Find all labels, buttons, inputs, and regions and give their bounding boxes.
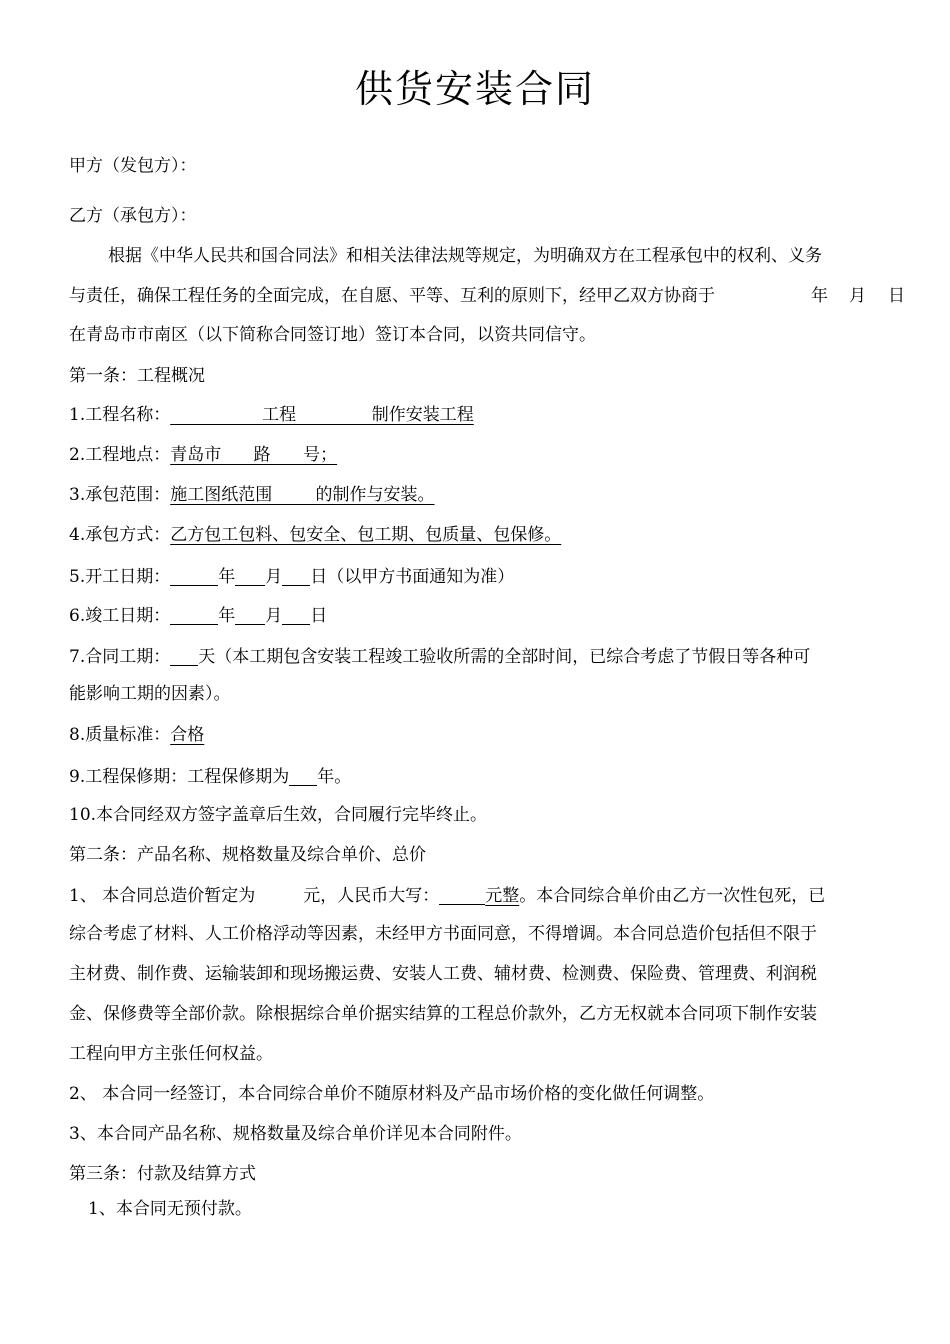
article-2-heading: 第二条：产品名称、规格数量及综合单价、总价 (69, 845, 426, 865)
article-3-p1: 1、本合同无预付款。 (88, 1199, 252, 1219)
day-blank (282, 567, 310, 586)
preamble-line-2 (69, 288, 905, 305)
month-blank (235, 567, 265, 586)
document-title: 供货安装合同 (354, 67, 595, 111)
item-3-scope (69, 487, 434, 504)
item-4-contract-mode (69, 527, 561, 544)
item-8-quality-standard (69, 727, 204, 744)
item-2-project-location (69, 447, 337, 464)
article-2-p1-line-4: 金、保修费等全部价款。除根据综合单价据实结算的工程总价款外，乙方无权就本合同项下制作安装 (69, 1004, 817, 1024)
item-5-year: 年 (218, 567, 236, 587)
item-5-month: 月 (265, 567, 283, 587)
article-2-p1-line-5: 工程向甲方主张任何权益。 (69, 1044, 273, 1064)
item-6-label: 6.竣工日期： (69, 606, 171, 626)
days-blank (170, 647, 198, 666)
article-2-p1-line-3: 主材费、制作费、运输装卸和现场搬运费、安装人工费、辅材费、检测费、保险费、管理费、利润税 (69, 964, 817, 984)
item-2-label: 2.工程地点： (69, 445, 171, 465)
item-7-line-1: 天（本工期包含安装工程竣工验收所需的全部时间，已综合考虑了节假日等各种可 (198, 647, 811, 667)
item-7-contract-period (69, 647, 810, 666)
article-2-p1-line-1-tail: 。本合同综合单价由乙方一次性包死，已 (519, 886, 826, 906)
preamble-month: 月 (849, 286, 866, 306)
item-5-start-date (69, 567, 514, 586)
item-7-label: 7.合同工期： (69, 647, 171, 667)
item-9-suffix: 年。 (317, 767, 352, 787)
preamble-line-1: 根据《中华人民共和国合同法》和相关法律法规等规定，为明确双方在工程承包中的权利、义务 (108, 246, 822, 266)
item-4-value: 乙方包工包料、包安全、包工期、包质量、包保修。 (170, 525, 562, 545)
article-2-p2: 2、 本合同一经签订，本合同综合单价不随原材料及产品市场价格的变化做任何调整。 (69, 1084, 715, 1104)
party-b-line: 乙方（承包方）： (69, 206, 197, 226)
article-2-p1-line-1 (69, 886, 905, 905)
item-1-project-name (69, 407, 474, 424)
item-2-value: 青岛市 路 号； (170, 445, 338, 465)
year-blank (170, 606, 218, 625)
total-price-prefix: 1、 本合同总造价暂定为 (69, 886, 256, 906)
party-a-line: 甲方（发包方）： (69, 156, 197, 176)
article-2-p1-line-2: 综合考虑了材料、人工价格浮动等因素，未经甲方书面同意，不得增调。本合同总造价包括但不限于 (69, 924, 817, 944)
preamble-line-3: 在青岛市市南区（以下简称合同签订地）签订本合同，以资共同信守。 (69, 325, 596, 345)
day-blank (282, 606, 310, 625)
preamble-line-2-text: 与责任，确保工程任务的全面完成，在自愿、平等、互利的原则下，经甲乙双方协商于 (69, 286, 715, 306)
rmb-uppercase-label: 元，人民币大写： (303, 886, 440, 906)
item-9-prefix: 9.工程保修期：工程保修期为 (69, 767, 290, 787)
warranty-years-blank (289, 767, 317, 786)
item-9-warranty (69, 767, 351, 786)
item-1-value: 工程 制作安装工程 (170, 405, 474, 425)
preamble-year: 年 (811, 286, 828, 306)
item-10-effectiveness: 10.本合同经双方签字盖章后生效，合同履行完毕终止。 (69, 805, 488, 825)
article-3-heading: 第三条：付款及结算方式 (69, 1164, 256, 1184)
item-6-completion-date (69, 606, 327, 625)
rmb-uppercase-blank (439, 886, 485, 905)
item-3-value: 施工图纸范围 的制作与安装。 (170, 485, 435, 505)
month-blank (235, 606, 265, 625)
year-blank (170, 567, 218, 586)
item-4-label: 4.承包方式： (69, 525, 171, 545)
article-1-heading: 第一条：工程概况 (69, 366, 205, 386)
item-8-label: 8.质量标准： (69, 725, 171, 745)
item-5-label: 5.开工日期： (69, 567, 171, 587)
article-2-p3: 3、本合同产品名称、规格数量及综合单价详见本合同附件。 (69, 1124, 522, 1144)
item-6-day: 日 (310, 606, 328, 626)
preamble-day: 日 (888, 286, 905, 306)
item-6-year: 年 (218, 606, 236, 626)
rmb-uppercase-unit: 元整 (485, 886, 520, 906)
item-8-value: 合格 (170, 725, 205, 745)
item-7-line-2: 能影响工期的因素）。 (69, 684, 231, 704)
item-5-day: 日（以甲方书面通知为准） (310, 567, 515, 587)
item-1-label: 1.工程名称： (69, 405, 171, 425)
item-3-label: 3.承包范围： (69, 485, 171, 505)
item-6-month: 月 (265, 606, 283, 626)
